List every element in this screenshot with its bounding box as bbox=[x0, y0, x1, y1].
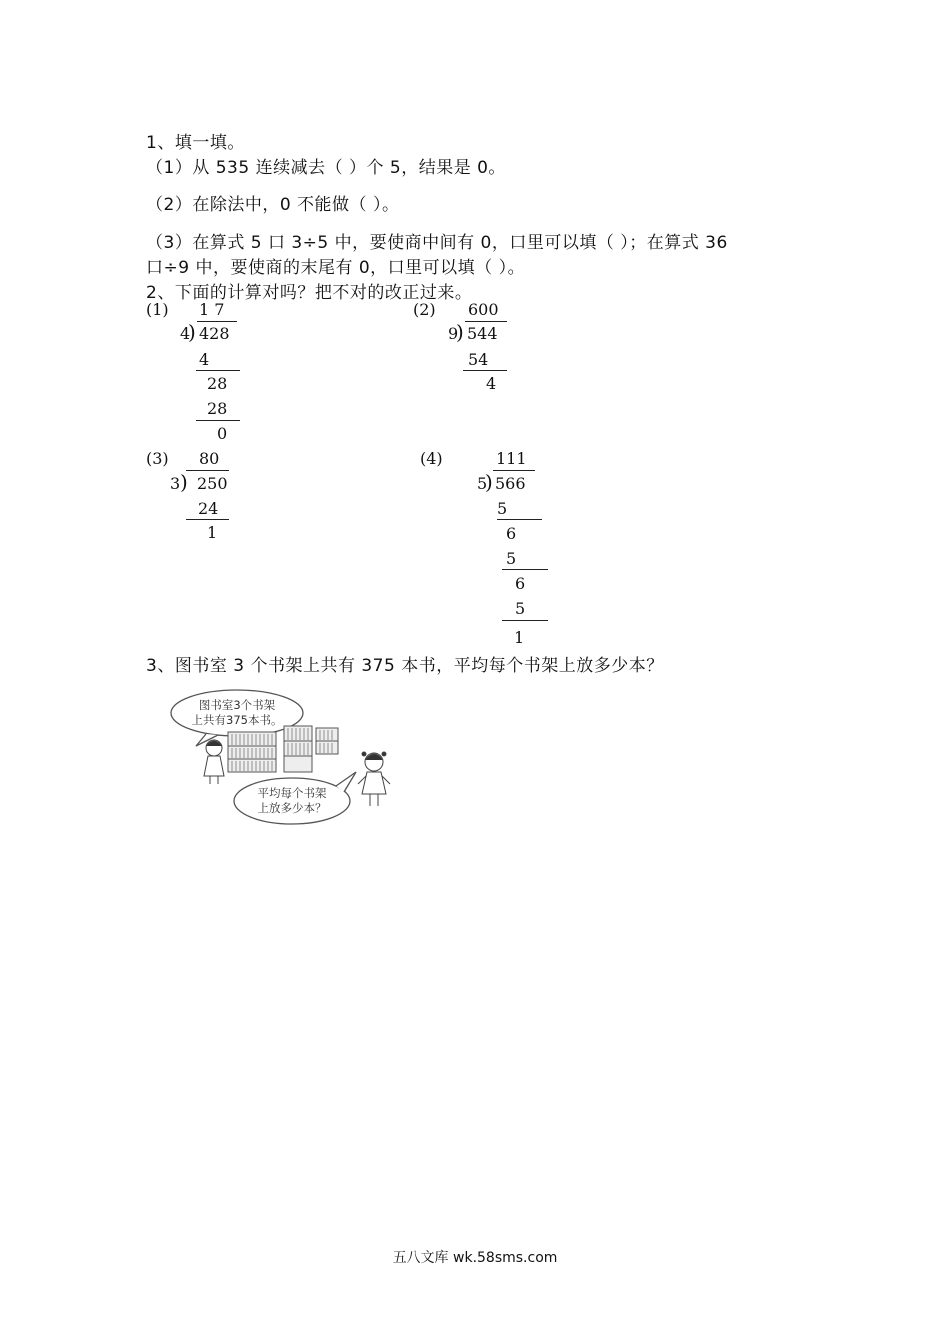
division-bar bbox=[465, 321, 507, 322]
step: 6 bbox=[515, 574, 526, 593]
divisor: 5 bbox=[477, 474, 488, 493]
step: 6 bbox=[506, 524, 517, 543]
girl-right-icon bbox=[358, 752, 390, 806]
section2-title: 2、下面的计算对吗？把不对的改正过来。 bbox=[146, 283, 473, 303]
bookshelf-icon bbox=[228, 726, 338, 772]
quotient: 111 bbox=[496, 449, 527, 468]
question-1: （1）从 535 连续减去（ ）个 5，结果是 0。 bbox=[146, 158, 506, 178]
step-bar bbox=[196, 370, 240, 371]
step: 5 bbox=[515, 599, 526, 618]
problem-label: (2) bbox=[413, 300, 436, 319]
step: 0 bbox=[217, 424, 228, 443]
step-bar bbox=[186, 519, 229, 520]
divisor: 9 bbox=[448, 324, 459, 343]
step-bar bbox=[497, 519, 542, 520]
library-illustration bbox=[166, 684, 392, 828]
division-bar bbox=[493, 470, 535, 471]
dividend: 566 bbox=[495, 474, 526, 493]
step: 1 bbox=[514, 628, 525, 647]
step: 28 bbox=[207, 399, 228, 418]
footer-watermark: 五八文库 wk.58sms.com bbox=[392, 1250, 558, 1266]
girl-left-icon bbox=[204, 740, 224, 784]
division-bar bbox=[186, 470, 229, 471]
quotient: 600 bbox=[468, 300, 499, 319]
dividend: 250 bbox=[197, 474, 228, 493]
section1-title: 1、填一填。 bbox=[146, 133, 245, 153]
step-bar bbox=[196, 420, 240, 421]
section3-title: 3、图书室 3 个书架上共有 375 本书，平均每个书架上放多少本？ bbox=[146, 656, 664, 676]
problem-label: (4) bbox=[420, 449, 443, 468]
dividend: 428 bbox=[199, 324, 230, 343]
question-2: （2）在除法中，0 不能做（ ）。 bbox=[146, 195, 400, 215]
step: 54 bbox=[468, 350, 489, 369]
division-bar bbox=[197, 321, 237, 322]
question-3-line2: 口÷9 中，要使商的末尾有 0，口里可以填（ ）。 bbox=[146, 258, 526, 278]
step: 24 bbox=[198, 499, 219, 518]
division-bracket: ) bbox=[456, 320, 464, 344]
division-bracket: ) bbox=[180, 470, 188, 494]
bubble1-line1: 图书室3个书架 bbox=[198, 698, 276, 712]
divisor: 3 bbox=[170, 474, 181, 493]
bubble2-line2: 上放多少本？ bbox=[257, 801, 327, 815]
step: 1 bbox=[207, 523, 218, 542]
bubble2-line1: 平均每个书架 bbox=[257, 786, 327, 800]
bubble1-line2: 上共有375本书。 bbox=[191, 713, 283, 727]
step-bar bbox=[463, 370, 507, 371]
step-bar bbox=[502, 569, 548, 570]
quotient: 80 bbox=[199, 449, 220, 468]
step: 28 bbox=[207, 374, 228, 393]
problem-label: (1) bbox=[146, 300, 169, 319]
quotient: 1 7 bbox=[199, 300, 225, 319]
question-3-line1: （3）在算式 5 口 3÷5 中，要使商中间有 0，口里可以填（ ）；在算式 36 bbox=[146, 233, 728, 253]
step: 4 bbox=[199, 350, 210, 369]
division-bracket: ) bbox=[485, 470, 493, 494]
step: 4 bbox=[486, 374, 497, 393]
divisor: 4 bbox=[180, 324, 191, 343]
step-bar bbox=[502, 620, 548, 621]
problem-label: (3) bbox=[146, 449, 169, 468]
division-bracket: ) bbox=[188, 320, 196, 344]
dividend: 544 bbox=[467, 324, 498, 343]
step: 5 bbox=[497, 499, 508, 518]
step: 5 bbox=[506, 549, 517, 568]
